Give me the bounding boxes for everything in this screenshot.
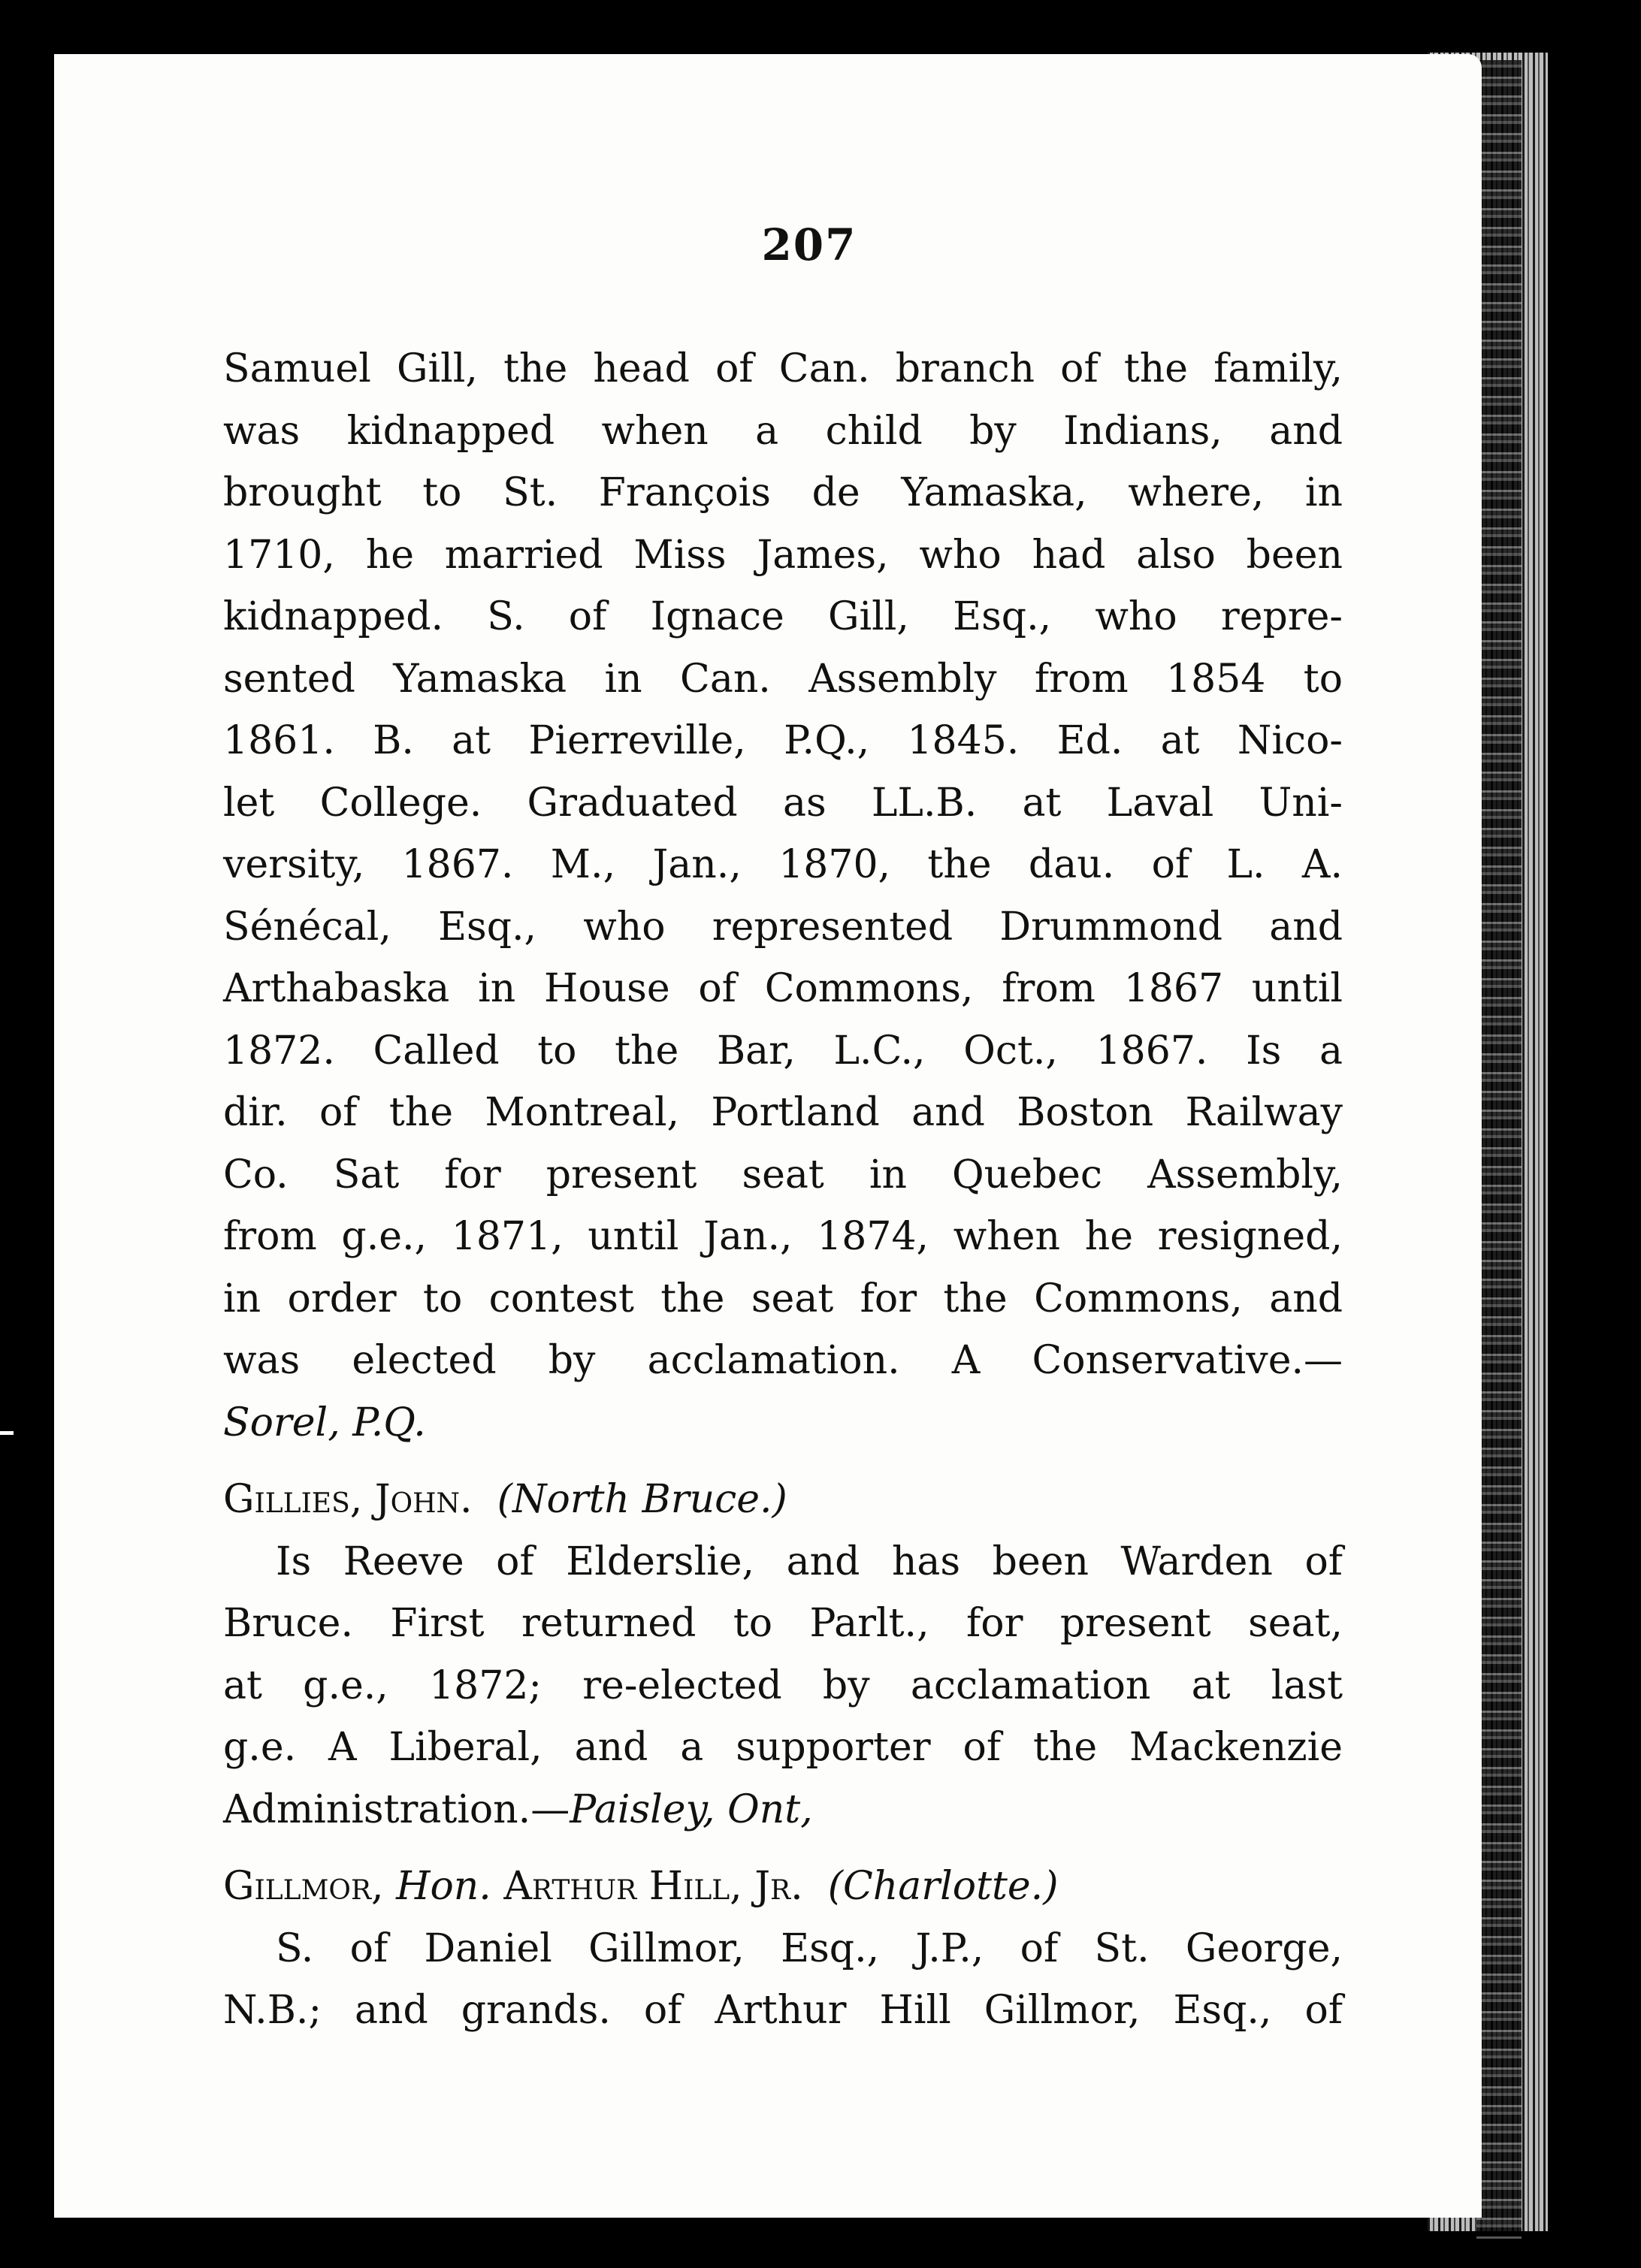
text-line: from g.e., 1871, until Jan., 1874, when he resigned, xyxy=(223,1214,1343,1259)
address-line: Sorel, P.Q. xyxy=(223,1400,426,1445)
text-line: sented Yamaska in Can. Assembly from 1854 to xyxy=(223,656,1343,702)
text-line: at g.e., 1872; re-elected by acclamation at last xyxy=(223,1662,1343,1708)
text-line: N.B.; and grands. of Arthur Hill Gillmor, Esq., of xyxy=(223,1988,1343,2033)
address: Paisley, Ont, xyxy=(570,1786,813,1832)
text-column xyxy=(223,338,1343,2042)
text-line: Samuel Gill, the head of Can. branch of the family, xyxy=(223,346,1343,391)
text-line: 1710, he married Miss James, who had also been xyxy=(223,532,1343,578)
page-number: 207 xyxy=(761,219,857,270)
entry-heading xyxy=(223,1469,1343,1531)
riding: (North Bruce.) xyxy=(497,1477,787,1522)
text-line: brought to St. François de Yamaska, where, in xyxy=(223,470,1343,515)
text-line: in order to contest the seat for the Commons, and xyxy=(223,1276,1343,1321)
text-line: versity, 1867. M., Jan., 1870, the dau. of L. A. xyxy=(223,842,1343,887)
text-line: 1861. B. at Pierreville, P.Q., 1845. Ed. at Nico- xyxy=(223,718,1343,763)
book-page xyxy=(54,54,1482,2218)
text-line: Arthabaska in House of Commons, from 1867 until xyxy=(223,966,1343,1011)
text-line: S. of Daniel Gillmor, Esq., J.P., of St. George, xyxy=(276,1925,1343,1971)
entry-heading xyxy=(223,1856,1343,1918)
text-fragment: Administration.— xyxy=(223,1786,570,1832)
text-line: Bruce. First returned to Parlt., for present seat, xyxy=(223,1601,1343,1646)
honorific: Hon. xyxy=(396,1864,491,1909)
surname: Gillmor, xyxy=(223,1864,384,1909)
text-line: was kidnapped when a child by Indians, and xyxy=(223,408,1343,454)
text-line: Is Reeve of Elderslie, and has been Warden of xyxy=(276,1539,1343,1584)
given-name: John. xyxy=(374,1477,473,1522)
text-line: Co. Sat for present seat in Quebec Assembly, xyxy=(223,1152,1343,1197)
surname: Gillies, xyxy=(223,1477,363,1522)
text-line: kidnapped. S. of Ignace Gill, Esq., who repre- xyxy=(223,594,1343,639)
text-line: let College. Graduated as LL.B. at Laval Uni- xyxy=(223,780,1343,826)
page-edge-shadow xyxy=(1476,60,1522,2239)
entry-gillmor xyxy=(223,1856,1343,2042)
text-line: was elected by acclamation. A Conservative.— xyxy=(223,1338,1343,1383)
entry-gill xyxy=(223,338,1343,1454)
entry-gillies xyxy=(223,1469,1343,1841)
text-line: dir. of the Montreal, Portland and Boston Railway xyxy=(223,1090,1343,1135)
riding: (Charlotte.) xyxy=(827,1864,1059,1909)
text-line xyxy=(223,1779,1343,1841)
text-line: Sénécal, Esq., who represented Drummond and xyxy=(223,904,1343,950)
text-line: 1872. Called to the Bar, L.C., Oct., 1867. Is a xyxy=(223,1028,1343,1074)
margin-mark xyxy=(0,1431,14,1435)
given-name: Arthur Hill, Jr. xyxy=(503,1864,803,1909)
text-line: g.e. A Liberal, and a supporter of the Mackenzie xyxy=(223,1725,1343,1770)
